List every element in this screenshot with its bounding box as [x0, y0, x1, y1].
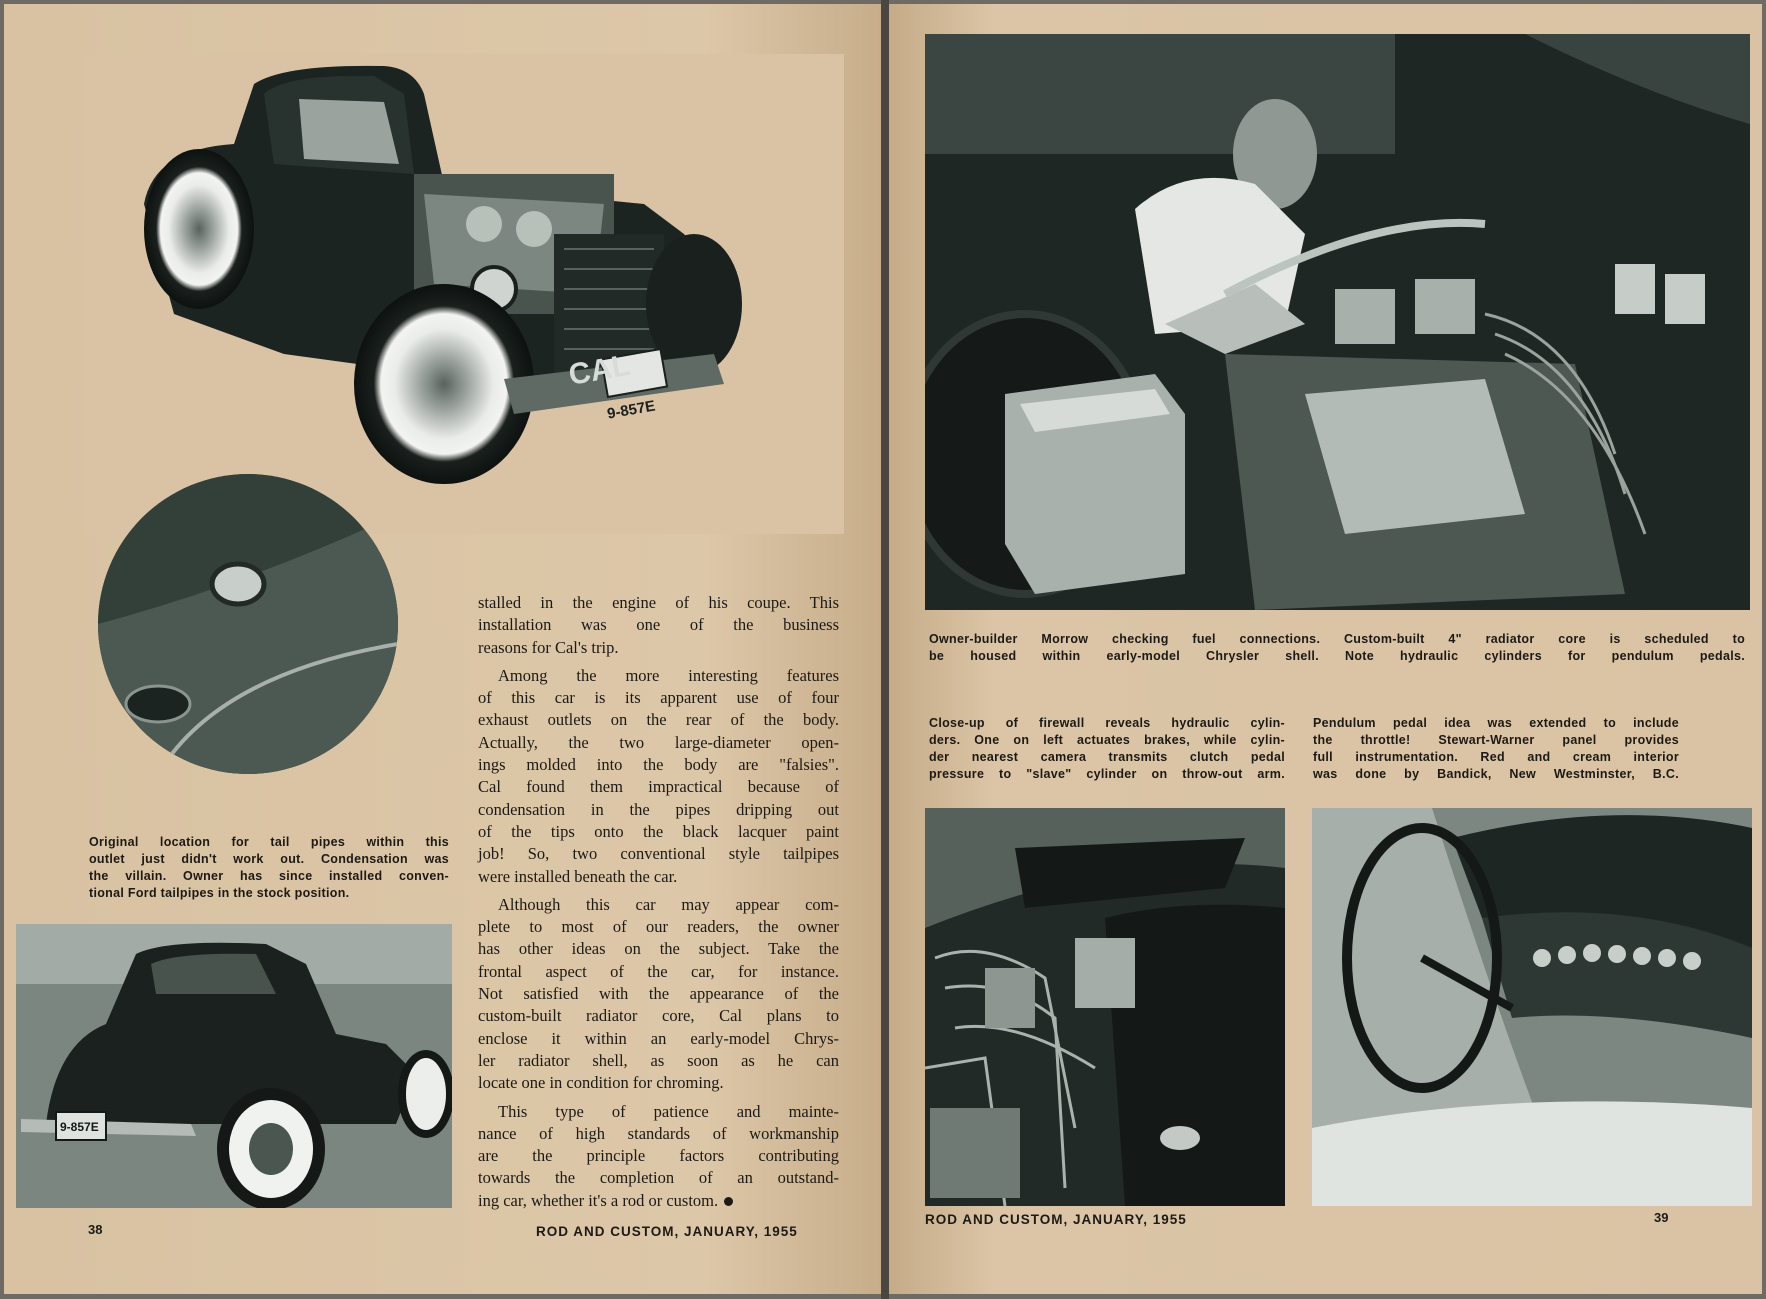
caption-line: Original location for tail pipes within this — [89, 835, 449, 849]
rear-license-plate: 9-857E — [60, 1120, 99, 1134]
caption-line: der nearest camera transmits clutch pedal — [929, 750, 1285, 764]
caption-firewall — [929, 715, 1285, 783]
article-line-text: ing car, whether it's a rod or custom. — [478, 1190, 719, 1210]
article-line: are the principle factors contributing — [478, 1146, 839, 1166]
interior-dash-illustration — [1312, 808, 1752, 1206]
article-line: ler radiator shell, as soon as he can — [478, 1050, 839, 1070]
tire-rear-left — [144, 149, 254, 309]
photo-firewall — [925, 808, 1285, 1206]
firewall-illustration — [925, 808, 1285, 1206]
coupe-rear-illustration — [16, 924, 452, 1208]
caption-line: outlet just didn't work out. Condensation was — [89, 852, 449, 866]
page-number-right: 39 — [1654, 1210, 1669, 1225]
end-bullet-icon — [724, 1197, 733, 1206]
caption-tailpipe — [89, 834, 449, 902]
footer-left: ROD AND CUSTOM, JANUARY, 1955 — [536, 1224, 798, 1239]
article-line: Actually, the two large-diameter open- — [478, 732, 839, 752]
article-line: frontal aspect of the car, for instance. — [478, 961, 839, 981]
caption-line: Pendulum pedal idea was extended to include — [1313, 716, 1679, 730]
tailpipe-closeup-illustration — [98, 474, 398, 774]
article-line: of the tips onto the black lacquer paint — [478, 821, 839, 841]
article-line: towards the completion of an outstand- — [478, 1168, 839, 1188]
article-line: ings molded into the body are "falsies". — [478, 755, 839, 775]
grille-letters: CAL — [566, 348, 633, 392]
photo-coupe-front — [84, 54, 844, 534]
photo-tailpipe-closeup — [98, 474, 398, 774]
caption-line: the villain. Owner has since installed conven- — [89, 869, 449, 883]
article-line: locate one in condition for chroming. — [478, 1073, 724, 1093]
article-line: condensation in the pipes dripping out — [478, 799, 839, 819]
book-gutter — [881, 0, 889, 1299]
article-line: exhaust outlets on the rear of the body. — [478, 710, 839, 730]
caption-line: the throttle! Stewart-Warner panel provides — [1313, 733, 1679, 747]
engine-builder-illustration — [925, 34, 1750, 610]
article-line: of this car is its apparent use of four — [478, 688, 839, 708]
article-line: enclose it within an early-model Chrys- — [478, 1028, 839, 1048]
left-page — [4, 4, 881, 1294]
caption-line: was done by Bandick, New Westminster, B.C. — [1313, 767, 1679, 781]
article-line-last — [478, 1190, 839, 1212]
photo-engine-builder — [925, 34, 1750, 610]
article-paragraph — [478, 894, 839, 1095]
article-line: This type of patience and mainte- — [498, 1101, 839, 1121]
footer-right: ROD AND CUSTOM, JANUARY, 1955 — [925, 1212, 1187, 1227]
article-body — [478, 592, 839, 1218]
caption-line: Close-up of firewall reveals hydraulic cylin- — [929, 716, 1285, 730]
photo-interior-dash — [1312, 808, 1752, 1206]
caption-pedal — [1313, 715, 1679, 783]
article-line: reasons for Cal's trip. — [478, 637, 619, 657]
article-line: Although this car may appear com- — [498, 894, 839, 914]
article-paragraph — [478, 592, 839, 659]
right-page — [889, 4, 1762, 1294]
article-line: has other ideas on the subject. Take the — [478, 939, 839, 959]
caption-engine — [929, 631, 1745, 665]
article-line: custom-built radiator core, Cal plans to — [478, 1006, 839, 1026]
article-line: were installed beneath the car. — [478, 866, 678, 886]
caption-line: tional Ford tailpipes in the stock position. — [89, 886, 350, 900]
article-line: stalled in the engine of his coupe. This — [478, 593, 839, 612]
article-line: job! So, two conventional style tailpipes — [478, 844, 839, 864]
page-number-left: 38 — [88, 1222, 103, 1237]
coupe-front-illustration — [84, 54, 844, 534]
article-line: nance of high standards of workmanship — [478, 1123, 839, 1143]
caption-line: ders. One on left actuates brakes, while cylin- — [929, 733, 1285, 747]
caption-line: Owner-builder Morrow checking fuel connections. Custom-built 4" radiator core is scheduled to — [929, 632, 1745, 646]
photo-coupe-rear — [16, 924, 452, 1208]
caption-line: be housed within early-model Chrysler shell. Note hydraulic cylinders for pendulum pedals. — [929, 649, 1745, 663]
article-line: Among the more interesting features — [498, 665, 839, 685]
article-paragraph — [478, 1101, 839, 1212]
article-line: plete to most of our readers, the owner — [478, 917, 839, 937]
article-line: Cal found them impractical because of — [478, 777, 839, 797]
front-license-plate: 9-857E — [605, 397, 657, 423]
caption-line: pressure to "slave" cylinder on throw-out arm. — [929, 767, 1285, 781]
article-line: installation was one of the business — [478, 615, 839, 635]
article-line: Not satisfied with the appearance of the — [478, 984, 839, 1004]
caption-line: full instrumentation. Red and cream interior — [1313, 750, 1679, 764]
article-paragraph — [478, 665, 839, 888]
